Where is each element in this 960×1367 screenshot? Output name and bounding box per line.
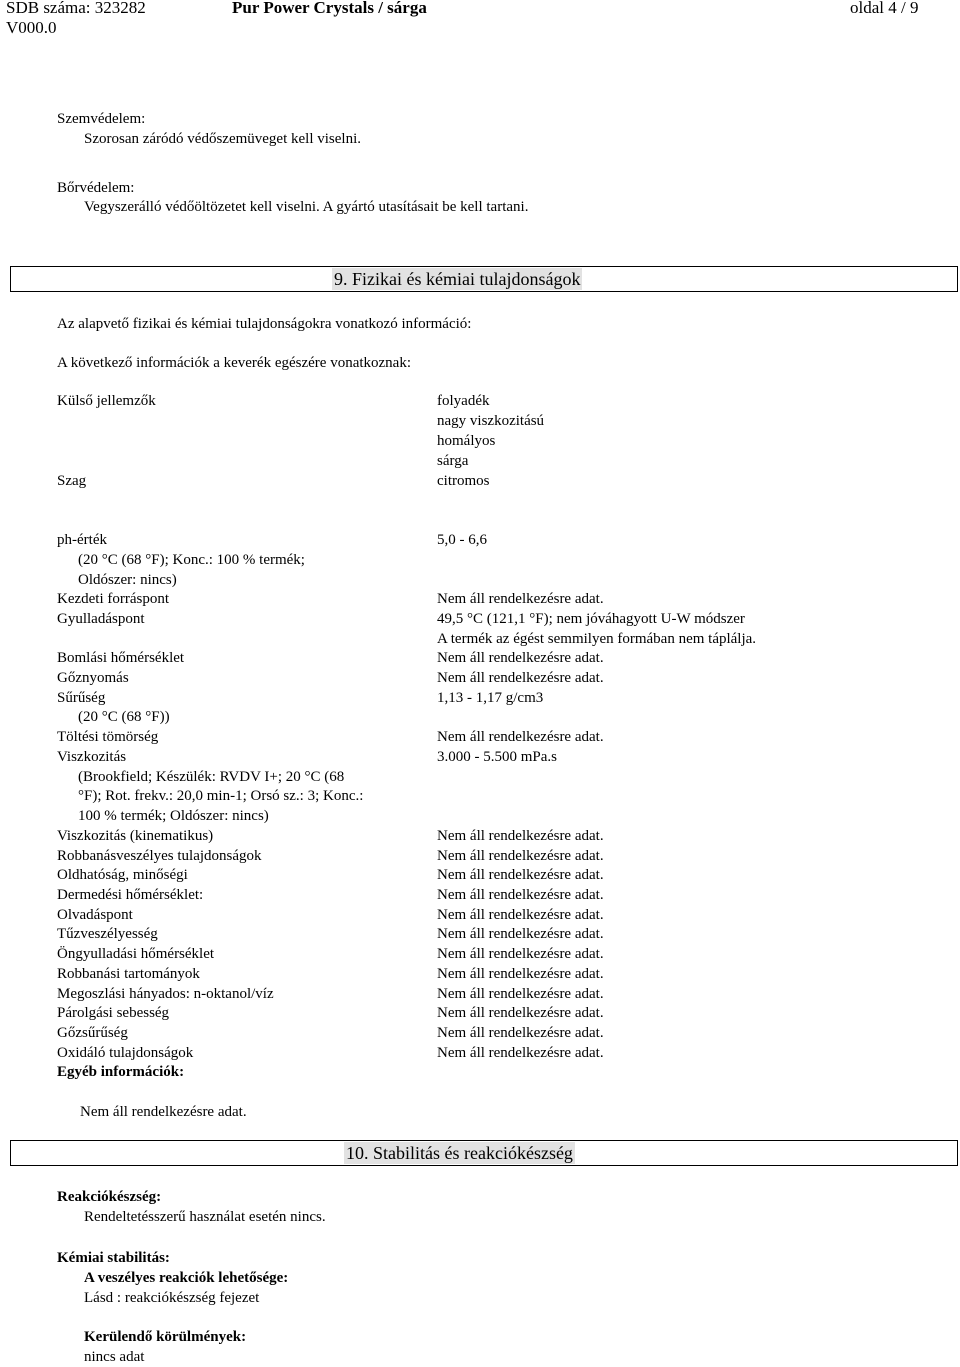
reactivity-text: Rendeltetésszerű használat esetén nincs.	[84, 1209, 326, 1225]
property-value: Nem áll rendelkezésre adat.	[437, 966, 604, 982]
flash-point-note: A termék az égést semmilyen formában nem táplálja.	[437, 631, 757, 647]
hazardous-reactions-text: Lásd : reakciókészség fejezet	[84, 1290, 260, 1306]
property-label: Párolgási sebesség	[57, 1005, 170, 1021]
property-label: Robbanásveszélyes tulajdonságok	[57, 848, 262, 864]
property-label: Olvadáspont	[57, 907, 133, 923]
bulk-density-value: Nem áll rendelkezésre adat.	[437, 729, 604, 745]
vapor-pressure-label: Gőznyomás	[57, 670, 129, 686]
property-label: Dermedési hőmérséklet:	[57, 887, 204, 903]
property-value: Nem áll rendelkezésre adat.	[437, 848, 604, 864]
property-label: Oxidáló tulajdonságok	[57, 1045, 194, 1061]
property-label: Robbanási tartományok	[57, 966, 200, 982]
eye-protection-title: Szemvédelem:	[57, 111, 146, 127]
intro-mixture: A következő információk a keverék egészére vonatkoznak:	[57, 355, 412, 371]
property-value: Nem áll rendelkezésre adat.	[437, 946, 604, 962]
flash-point-label: Gyulladáspont	[57, 611, 145, 627]
property-label: Öngyulladási hőmérséklet	[57, 946, 215, 962]
appearance-value: folyadék	[437, 393, 490, 409]
property-label: Viszkozitás (kinematikus)	[57, 828, 214, 844]
density-label: Sűrűség	[57, 690, 106, 706]
product-name: Pur Power Crystals / sárga	[232, 0, 427, 17]
property-value: Nem áll rendelkezésre adat.	[437, 926, 604, 942]
property-label: Megoszlási hányados: n-oktanol/víz	[57, 986, 274, 1002]
property-value: Nem áll rendelkezésre adat.	[437, 1025, 604, 1041]
property-label: Oldhatóság, minőségi	[57, 867, 188, 883]
odor-label: Szag	[57, 473, 87, 489]
hazardous-reactions-label: A veszélyes reakciók lehetősége:	[84, 1270, 289, 1286]
other-info-value: Nem áll rendelkezésre adat.	[80, 1104, 247, 1120]
viscosity-condition: 100 % termék; Oldószer: nincs)	[78, 808, 269, 824]
ph-value: 5,0 - 6,6	[437, 532, 487, 548]
appearance-value: nagy viszkozitású	[437, 413, 545, 429]
property-value: Nem áll rendelkezésre adat.	[437, 1045, 604, 1061]
property-value: Nem áll rendelkezésre adat.	[437, 1005, 604, 1021]
flash-point-value: 49,5 °C (121,1 °F); nem jóváhagyott U-W módszer	[437, 611, 745, 627]
viscosity-label: Viszkozitás	[57, 749, 127, 765]
property-label: Gőzsűrűség	[57, 1025, 128, 1041]
ph-label: ph-érték	[57, 532, 107, 548]
viscosity-value: 3.000 - 5.500 mPa.s	[437, 749, 557, 765]
property-label: Tűzveszélyesség	[57, 926, 158, 942]
property-value: Nem áll rendelkezésre adat.	[437, 887, 604, 903]
section-9-title: 9. Fizikai és kémiai tulajdonságok	[334, 269, 581, 289]
boiling-point-label: Kezdeti forráspont	[57, 591, 170, 607]
appearance-value: sárga	[437, 453, 469, 469]
viscosity-condition: (Brookfield; Készülék: RVDV I+; 20 °C (68	[78, 769, 345, 785]
density-condition: (20 °C (68 °F))	[78, 709, 170, 725]
density-value: 1,13 - 1,17 g/cm3	[437, 690, 544, 706]
odor-value: citromos	[437, 473, 490, 489]
decomposition-label: Bomlási hőmérséklet	[57, 650, 185, 666]
reactivity-label: Reakciókészség:	[57, 1189, 162, 1205]
property-value: Nem áll rendelkezésre adat.	[437, 986, 604, 1002]
ph-condition: (20 °C (68 °F); Konc.: 100 % termék;	[78, 552, 305, 568]
property-value: Nem áll rendelkezésre adat.	[437, 828, 604, 844]
viscosity-condition: °F); Rot. frekv.: 20,0 min-1; Orsó sz.: 3; Konc.:	[78, 788, 364, 804]
bulk-density-label: Töltési tömörség	[57, 729, 159, 745]
version: V000.0	[6, 18, 57, 37]
section-10-title: 10. Stabilitás és reakciókészség	[346, 1143, 573, 1163]
intro-basic-info: Az alapvető fizikai és kémiai tulajdonságokra vonatkozó információ:	[57, 316, 472, 332]
appearance-label: Külső jellemzők	[57, 393, 156, 409]
eye-protection-text: Szorosan záródó védőszemüveget kell viselni.	[84, 131, 362, 147]
appearance-value: homályos	[437, 433, 496, 449]
conditions-to-avoid-label: Kerülendő körülmények:	[84, 1329, 247, 1345]
sds-number: SDB száma: 323282	[6, 0, 146, 17]
skin-protection-text: Vegyszerálló védőöltözetet kell viselni. A gyártó utasításait be kell tartani.	[84, 199, 529, 215]
page-number: oldal 4 / 9	[850, 0, 919, 17]
ph-condition: Oldószer: nincs)	[78, 572, 177, 588]
boiling-point-value: Nem áll rendelkezésre adat.	[437, 591, 604, 607]
other-info-label: Egyéb információk:	[57, 1064, 185, 1080]
vapor-pressure-value: Nem áll rendelkezésre adat.	[437, 670, 604, 686]
conditions-to-avoid-text: nincs adat	[84, 1349, 145, 1365]
chemical-stability-label: Kémiai stabilitás:	[57, 1250, 170, 1266]
property-value: Nem áll rendelkezésre adat.	[437, 867, 604, 883]
property-value: Nem áll rendelkezésre adat.	[437, 907, 604, 923]
decomposition-value: Nem áll rendelkezésre adat.	[437, 650, 604, 666]
skin-protection-title: Bőrvédelem:	[57, 180, 135, 196]
